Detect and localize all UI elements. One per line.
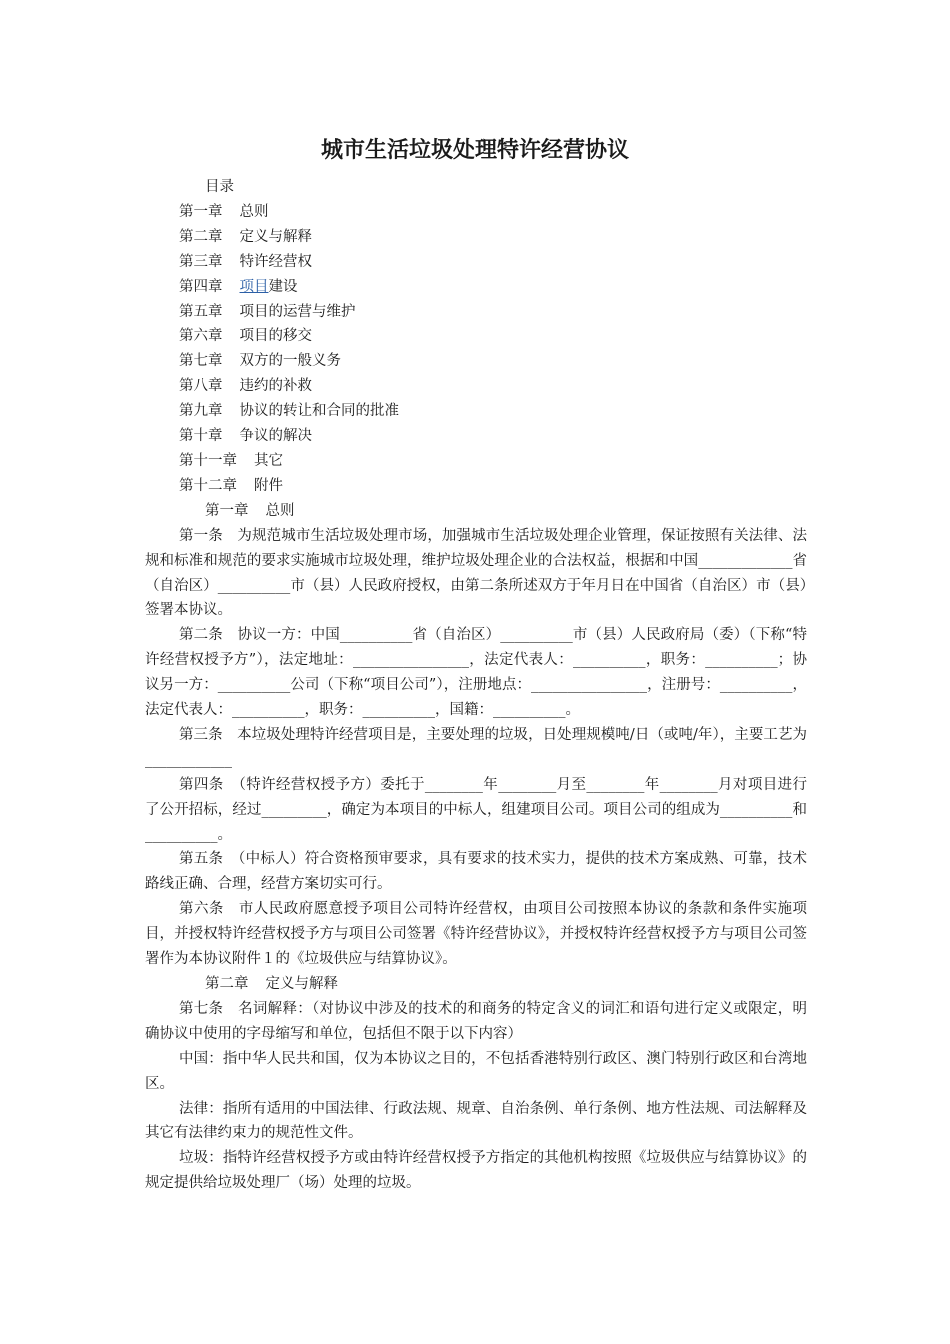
toc-item[interactable]: 第十一章 其它 — [179, 452, 283, 469]
toc-item[interactable]: 第九章 协议的转让和合同的批准 — [179, 403, 399, 420]
article-paragraph: 第二条 协议一方：中国__________省（自治区）__________市（县）人民政府局（委）（下称“特许经营权授予方”），法定地址：________________，法定代表人：__________，职务：__________；协议另一方：__________公司（下称“项目公司”），注册地点：________________，注册号：__________，法定代表人：__________，职务：__________，国籍：__________。 — [145, 627, 807, 719]
toc-item[interactable]: 第四章 项目建设 — [179, 278, 298, 295]
article-paragraph: 第五条 （中标人）符合资格预审要求，具有要求的技术实力，提供的技术方案成熟、可靠，技术路线正确、合理，经营方案切实可行。 — [145, 851, 807, 893]
toc-item[interactable]: 第一章 总则 — [179, 203, 269, 220]
article-paragraph: 第六条 市人民政府愿意授予项目公司特许经营权，由项目公司按照本协议的条款和条件实施项目，并授权特许经营权授予方与项目公司签署《特许经营协议》，并授权特许经营权授予方与项目公司签署作为本协议附件１的《垃圾供应与结算协议》。 — [145, 901, 807, 968]
article-paragraph: 第一条 为规范城市生活垃圾处理市场，加强城市生活垃圾处理企业管理，保证按照有关法律、法规和标准和规范的要求实施城市垃圾处理，维护垃圾处理企业的合法权益，根据和中国_____________省（自治区）__________市（县）人民政府授权，由第二条所述双方于年月日在中国省（自治区）市（县）签署本协议。 — [145, 527, 807, 619]
document-title: 城市生活垃圾处理特许经营协议 — [320, 138, 629, 163]
article-paragraph: 第四条 （特许经营权授予方）委托于________年________月至________年________月对项目进行了公开招标，经过_________，确定为本项目的中标人，组建项目公司。项目公司的组成为__________和__________。 — [145, 776, 807, 843]
article-paragraph: 第七条 名词解释：（对协议中涉及的技术的和商务的特定含义的词汇和语句进行定义或限定，明确协议中使用的字母缩写和单位，包括但不限于以下内容） — [145, 1000, 807, 1042]
toc-item[interactable]: 第十二章 附件 — [179, 477, 283, 494]
toc-heading: 目录 — [205, 179, 234, 195]
project-link[interactable]: 项目 — [239, 278, 269, 295]
toc-item[interactable]: 第五章 项目的运营与维护 — [179, 303, 356, 320]
toc-item[interactable]: 第十章 争议的解决 — [179, 428, 312, 445]
definition-paragraph: 法律：指所有适用的中国法律、行政法规、规章、自治条例、单行条例、地方性法规、司法解释及其它有法律约束力的规范性文件。 — [145, 1100, 807, 1142]
toc-item[interactable]: 第三章 特许经营权 — [179, 253, 312, 270]
definition-paragraph: 中国：指中华人民共和国，仅为本协议之目的，不包括香港特别行政区、澳门特别行政区和台湾地区。 — [145, 1050, 807, 1092]
toc-item[interactable]: 第七章 双方的一般义务 — [179, 353, 341, 370]
toc-item[interactable]: 第八章 违约的补救 — [179, 378, 312, 395]
toc-item[interactable]: 第二章 定义与解释 — [179, 228, 312, 245]
toc-item[interactable]: 第六章 项目的移交 — [179, 328, 312, 345]
definition-paragraph: 垃圾：指特许经营权授予方或由特许经营权授予方指定的其他机构按照《垃圾供应与结算协议》的规定提供给垃圾处理厂（场）处理的垃圾。 — [145, 1150, 807, 1192]
chapter-heading: 第二章 定义与解释 — [205, 976, 338, 992]
article-paragraph: 第三条 本垃圾处理特许经营项目是，主要处理的垃圾，日处理规模吨/日（或吨/年），主要工艺为____________ — [145, 726, 807, 768]
document-body — [145, 175, 807, 1196]
chapter-heading: 第一章 总则 — [205, 502, 295, 519]
